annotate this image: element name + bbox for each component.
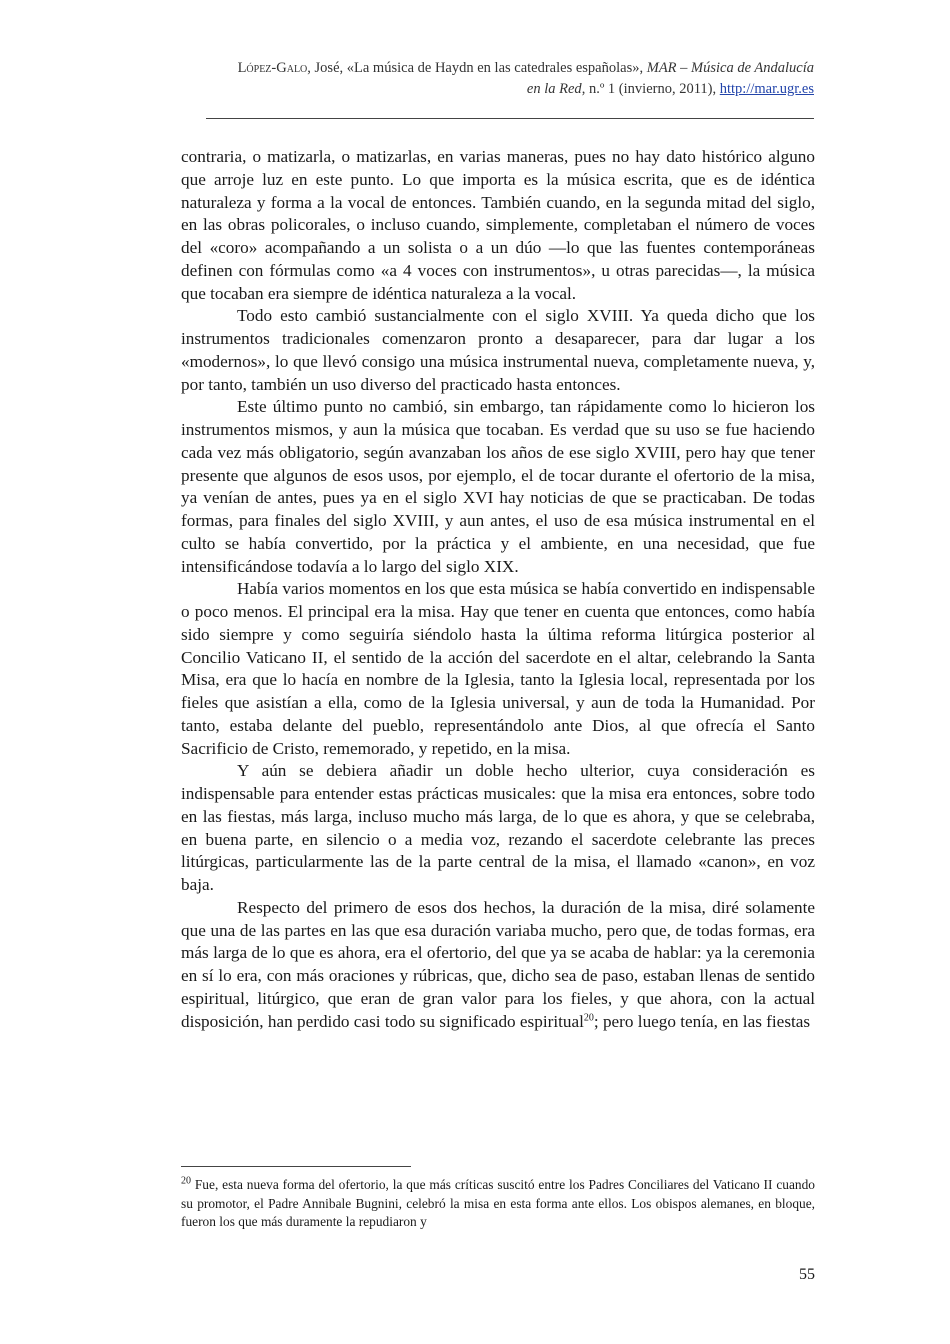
footnote: [181, 1176, 815, 1232]
paragraph: Respecto del primero de esos dos hechos, la duración de la misa, diré solamente que una de las partes en las que esa duración variaba mucho, pero que, de todas formas, era más larga de lo que es ahora, era el ofertorio, del que ya se acaba de hablar: ya la ceremonia en sí lo era, con más oraciones y rúbricas, que, dicho sea de paso, estaban llenas de sentido espiritual, litúrgico, que eran de gran valor para los fieles, y que ahora, con la actual disposición, han perdido casi todo su significado espiritual$^{20}$; pero luego tenía, en las fiestas: [181, 897, 815, 1031]
paragraph: contraria, o matizarla, o matizarlas, en varias maneras, pues no hay dato histórico alguno que arroje luz en este punto. Lo que importa es la música escrita, que es de idéntica naturaleza y forma a la vocal de entonces. También cuando, en la segunda mitad del siglo, en las obras policorales, o incluso cuando, simplemente, completaban el número de voces del «coro» acompañando a un solista o a un dúo —lo que las fuentes contemporáneas definen con fórmulas como «a 4 voces con instrumentos», u otras parecidas—, la música que tocaban era siempre de idéntica naturaleza a la vocal.: [181, 147, 815, 303]
citation-line-1: [206, 58, 814, 79]
footnote-rule: [181, 1166, 411, 1167]
footnote-number: 20: [181, 1175, 191, 1187]
journal-title-cont: en la Red: [526, 81, 582, 97]
running-head: [206, 58, 814, 100]
paragraph: Este último punto no cambió, sin embargo, tan rápidamente como lo hicieron los instrumentos mismos, y aun la música que tocaban. Es verdad que su uso se fue haciendo cada vez más obligatorio, según avanzaban los años de ese siglo XVIII, pero hay que tener presente que algunos de esos usos, por ejemplo, el de tocar durante el ofertorio de la misa, ya venían de antes, pues ya en el siglo XVI hay noticias de que se practicaban. De todas formas, para finales del siglo XVIII, y aun antes, el uso de esa música instrumental en el culto se había convertido, por la práctica y el ambiente, en una necesidad, que fue intensificándose todavía a lo largo del siglo XIX.: [181, 397, 815, 576]
footnote-reference[interactable]: 20: [583, 1011, 594, 1023]
header-rule: [206, 118, 814, 119]
paragraph: Había varios momentos en los que esta música se había convertido en indispensable o poco menos. El principal era la misa. Hay que tener en cuenta que entonces, como había sido siempre y como seguiría siéndolo hasta la última reforma litúrgica posterior al Concilio Vaticano II, el sentido de la acción del sacerdote en el altar, celebrando la Santa Misa, era que lo hacía en nombre de la Iglesia, tanto la Iglesia local, representada por los fieles que asistían a ella, como de la Iglesia universal, y aun de toda la Humanidad. Por tanto, estaba delante del pueblo, representándolo ante Dios, al que ofrecía el Santo Sacrificio de Cristo, rememorado, y repetido, en la misa.: [181, 579, 815, 758]
issue-info: , n.º 1 (invierno, 2011),: [581, 81, 720, 97]
author-given: , José,: [307, 60, 347, 76]
body-text: [181, 146, 815, 1033]
paragraph: Todo esto cambió sustancialmente con el siglo XVIII. Ya queda dicho que los instrumentos tradicionales comenzaron pronto a desaparecer, para dar lugar a los «modernos», lo que llevó consigo una música instrumental nueva, completamente nueva, y, por tanto, también un uso diverso del practicado hasta entonces.: [181, 306, 815, 394]
footnote-text: Fue, esta nueva forma del ofertorio, la que más críticas suscitó entre los Padres Conciliares del Vaticano II cuando su promotor, el Padre Annibale Bugnini, celebró la misa en esta forma ante ellos. Los obispos alemanes, en bloque, fueron los que más duramente la repudiaron y: [181, 1177, 815, 1229]
paragraph: Y aún se debiera añadir un doble hecho ulterior, cuya consideración es indispensable para entender estas prácticas musicales: que la misa era entonces, sobre todo en las fiestas, más larga, incluso mucho más larga, de lo que es ahora, y que se celebraba, en buena parte, en silencio o a media voz, rezando el sacerdote celebrante las preces litúrgicas, particularmente las de la parte central de la misa, el llamado «canon», en voz baja.: [181, 761, 815, 894]
citation-line-2: [206, 79, 814, 100]
author-surname: López-Galo: [237, 60, 308, 76]
journal-title: MAR – Música de Andalucía: [646, 60, 814, 76]
page-number: 55: [799, 1266, 815, 1283]
journal-link[interactable]: http://mar.ugr.es: [719, 81, 814, 97]
article-title: «La música de Haydn en las catedrales españolas»,: [346, 60, 647, 76]
